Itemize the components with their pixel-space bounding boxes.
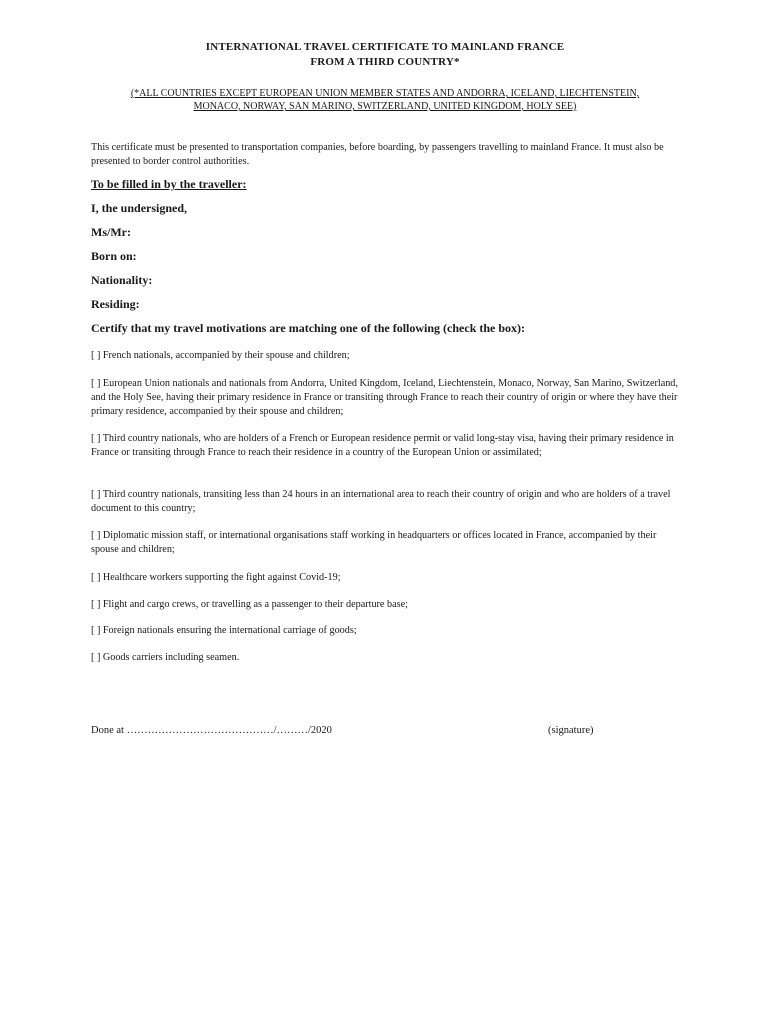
option-carriage-of-goods[interactable]: [ ] Foreign nationals ensuring the international carriage of goods; (91, 625, 357, 636)
fill-heading: To be filled in by the traveller: (91, 177, 247, 191)
option-french-nationals[interactable]: [ ] French nationals, accompanied by their spouse and children; (91, 350, 350, 361)
option-diplomatic-staff[interactable]: [ ] Diplomatic mission staff, or international organisations staff working in headquarters or offices located in France, accompanied by their spouse and children; (91, 530, 657, 555)
name-label: Ms/Mr: (91, 225, 131, 239)
option-flight-cargo-crews[interactable]: [ ] Flight and cargo crews, or travelling as a passenger to their departure base; (91, 599, 408, 610)
option-third-country-transit[interactable]: [ ] Third country nationals, transiting less than 24 hours in an international area to reach their country of origin and who are holders of a travel document to this country; (91, 489, 671, 514)
subtitle-line-1: (*ALL COUNTRIES EXCEPT EUROPEAN UNION MEMBER STATES AND ANDORRA, ICELAND, LIECHTENSTEIN, (130, 88, 640, 99)
subtitle-line-2: MONACO, NORWAY, SAN MARINO, SWITZERLAND, UNITED KINGDOM, HOLY SEE) (193, 101, 577, 112)
born-label: Born on: (91, 249, 137, 263)
title-line-1: INTERNATIONAL TRAVEL CERTIFICATE TO MAINLAND FRANCE (205, 41, 565, 53)
nationality-label: Nationality: (91, 273, 153, 287)
undersigned-label: I, the undersigned, (91, 201, 188, 215)
residing-label: Residing: (91, 297, 140, 311)
option-healthcare-workers[interactable]: [ ] Healthcare workers supporting the fight against Covid-19; (91, 572, 341, 583)
intro-paragraph: This certificate must be presented to transportation companies, before boarding, by passengers travelling to mainland France. It must also be presented to border control authorities. (91, 142, 664, 167)
option-third-country-residents[interactable]: [ ] Third country nationals, who are holders of a French or European residence permit or valid long-stay visa, having their primary residence in France or transiting through France to reach their residence in a country of the European Union or assimilated; (91, 433, 674, 458)
option-eu-nationals[interactable]: [ ] European Union nationals and nationals from Andorra, United Kingdom, Iceland, Liechtenstein, Monaco, Norway, San Marino, Switzerland, and the Holy See, having their primary residence in France or transiting through France to reach their country of origin or where they have their primary residence, accompanied by their spouse and children; (91, 378, 678, 417)
done-at-line: Done at ……………………………………/………/2020 (91, 725, 332, 736)
title-line-2: FROM A THIRD COUNTRY* (310, 56, 460, 68)
option-goods-carriers[interactable]: [ ] Goods carriers including seamen. (91, 652, 240, 663)
certify-statement: Certify that my travel motivations are matching one of the following (check the box): (91, 321, 526, 335)
signature-label: (signature) (548, 725, 594, 736)
